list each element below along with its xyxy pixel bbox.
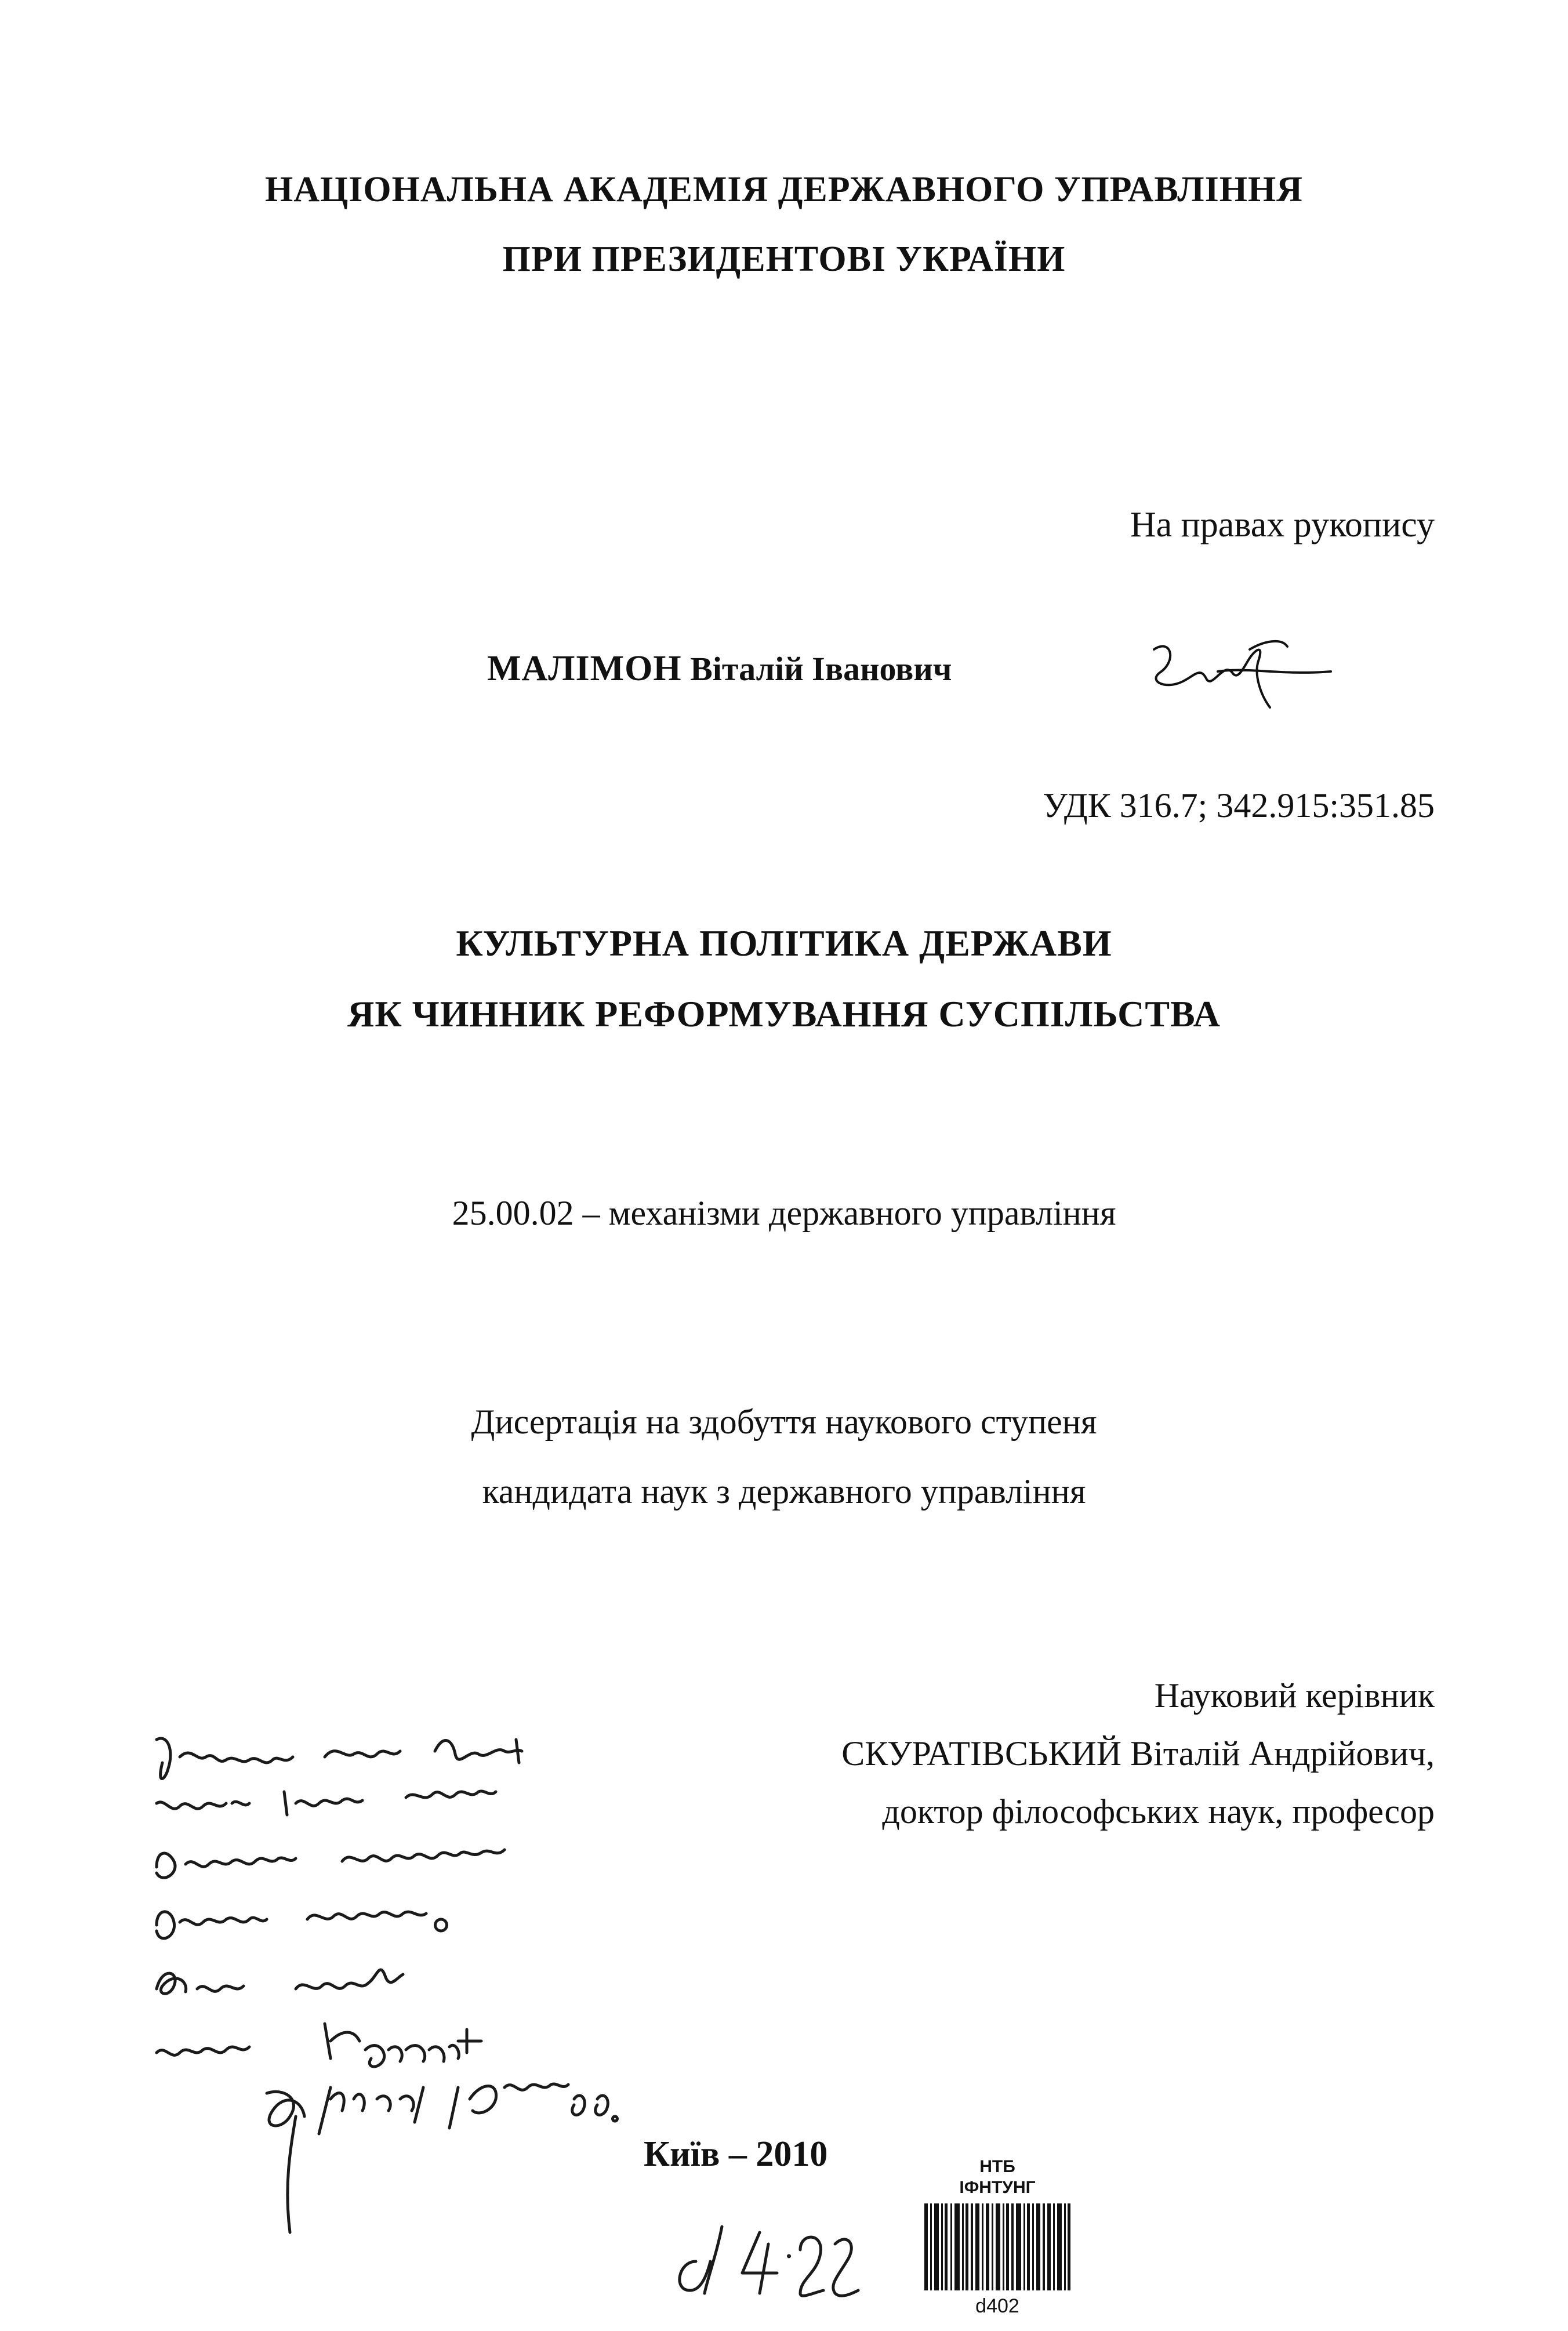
manuscript-note: На правах рукопису: [1130, 505, 1435, 544]
dissertation-title-line-1: КУЛЬТУРНА ПОЛІТИКА ДЕРЖАВИ: [456, 923, 1112, 964]
author-given-names: Віталій Іванович: [690, 650, 952, 688]
supervisor-label: Науковий керівник: [1154, 1676, 1435, 1715]
handwritten-library-code: [667, 2215, 864, 2308]
city-year: Київ – 2010: [644, 2134, 828, 2174]
supervisor-credentials: доктор філософських наук, професор: [882, 1792, 1435, 1831]
library-stamp: [905, 2157, 1090, 2325]
institution-line-2: ПРИ ПРЕЗИДЕНТОВІ УКРАЇНИ: [502, 239, 1066, 279]
handwritten-certification-note: [133, 1716, 771, 2273]
library-stamp-code: d402: [975, 2295, 1019, 2317]
author-signature: [1131, 626, 1340, 719]
dissertation-title-line-2: ЯК ЧИННИК РЕФОРМУВАННЯ СУСПІЛЬСТВА: [347, 993, 1221, 1034]
library-stamp-line-1: НТБ: [979, 2157, 1015, 2176]
udk-code: УДК 316.7; 342.915:351.85: [1043, 786, 1435, 825]
supervisor-name: СКУРАТІВСЬКИЙ Віталій Андрійович,: [841, 1734, 1435, 1773]
author-surname: МАЛІМОН: [487, 649, 682, 688]
institution-line-1: НАЦІОНАЛЬНА АКАДЕМІЯ ДЕРЖАВНОГО УПРАВЛІННЯ: [265, 170, 1303, 209]
specialty-code: 25.00.02 – механізми державного управління: [452, 1194, 1116, 1232]
barcode: [924, 2203, 1070, 2290]
author-name: [487, 648, 952, 689]
degree-line-2: кандидата наук з державного управління: [482, 1472, 1086, 1511]
library-stamp-line-2: ІФНТУНГ: [959, 2178, 1036, 2197]
degree-line-1: Дисертація на здобуття наукового ступеня: [471, 1403, 1097, 1441]
